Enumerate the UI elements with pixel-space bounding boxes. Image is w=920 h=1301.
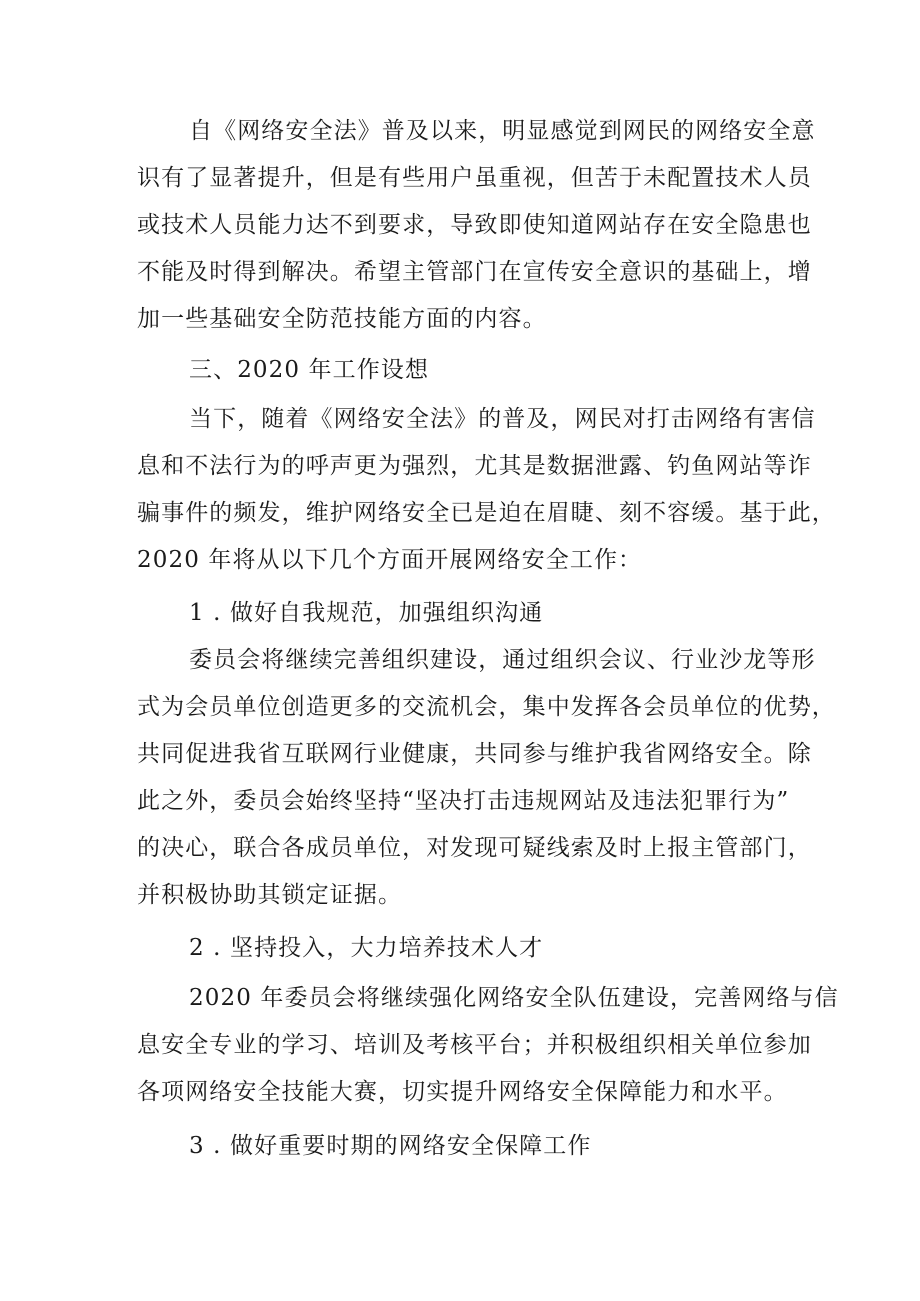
heading-line: 三、2020 年工作设想 — [189, 357, 430, 383]
paragraph-line: 息安全专业的学习、培训及考核平台；并积极组织相关单位参加 — [137, 1032, 812, 1058]
paragraph-line: 2020 年将从以下几个方面开展网络安全工作： — [137, 547, 643, 573]
paragraph-line: 并积极协助其锁定证据。 — [137, 882, 403, 908]
paragraph-talent — [137, 975, 839, 1116]
heading-line: 3 . 做好重要时期的网络安全保障工作 — [189, 1133, 592, 1159]
heading-line: 2 . 坚持投入，大力培养技术人才 — [189, 935, 544, 961]
paragraph-line: 式为会员单位创造更多的交流机会，集中发挥各会员单位的优势， — [137, 694, 836, 720]
heading-line: 1 . 做好自我规范，加强组织沟通 — [189, 600, 544, 626]
subheading-3 — [137, 1123, 789, 1170]
paragraph-line: 加一些基础安全防范技能方面的内容。 — [137, 306, 547, 332]
paragraph-line: 识有了显著提升，但是有些用户虽重视，但苦于未配置技术人员 — [137, 165, 812, 191]
paragraph-line: 此之外，委员会始终坚持“坚决打击违规网站及违法犯罪行为” — [137, 788, 790, 814]
paragraph-line: 息和不法行为的呼声更为强烈，尤其是数据泄露、钓鱼网站等诈 — [137, 453, 812, 479]
section-heading-2020-plan — [137, 347, 789, 394]
paragraph-line: 共同促进我省互联网行业健康，共同参与维护我省网络安全。除 — [137, 741, 812, 767]
paragraph-line: 2020 年委员会将继续强化网络安全队伍建设，完善网络与信 — [189, 985, 839, 1011]
subheading-1 — [137, 590, 789, 637]
subheading-2 — [137, 925, 789, 972]
paragraph-line: 或技术人员能力达不到要求，导致即使知道网站存在安全隐患也 — [137, 212, 812, 238]
paragraph-line: 各项网络安全技能大赛，切实提升网络安全保障能力和水平。 — [137, 1079, 788, 1105]
paragraph-line: 的决心，联合各成员单位，对发现可疑线索及时上报主管部门， — [137, 835, 812, 861]
paragraph-line: 当下，随着《网络安全法》的普及，网民对打击网络有害信 — [189, 406, 816, 432]
paragraph-current-situation — [137, 396, 836, 584]
paragraph-line: 自《网络安全法》普及以来，明显感觉到网民的网络安全意 — [189, 118, 816, 144]
paragraph-line: 不能及时得到解决。希望主管部门在宣传安全意识的基础上，增 — [137, 259, 812, 285]
paragraph-line: 委员会将继续完善组织建设，通过组织会议、行业沙龙等形 — [189, 647, 816, 673]
paragraph-awareness — [137, 108, 816, 343]
paragraph-organization — [137, 637, 836, 919]
paragraph-line: 骗事件的频发，维护网络安全已是迫在眉睫、刻不容缓。基于此， — [137, 500, 836, 526]
